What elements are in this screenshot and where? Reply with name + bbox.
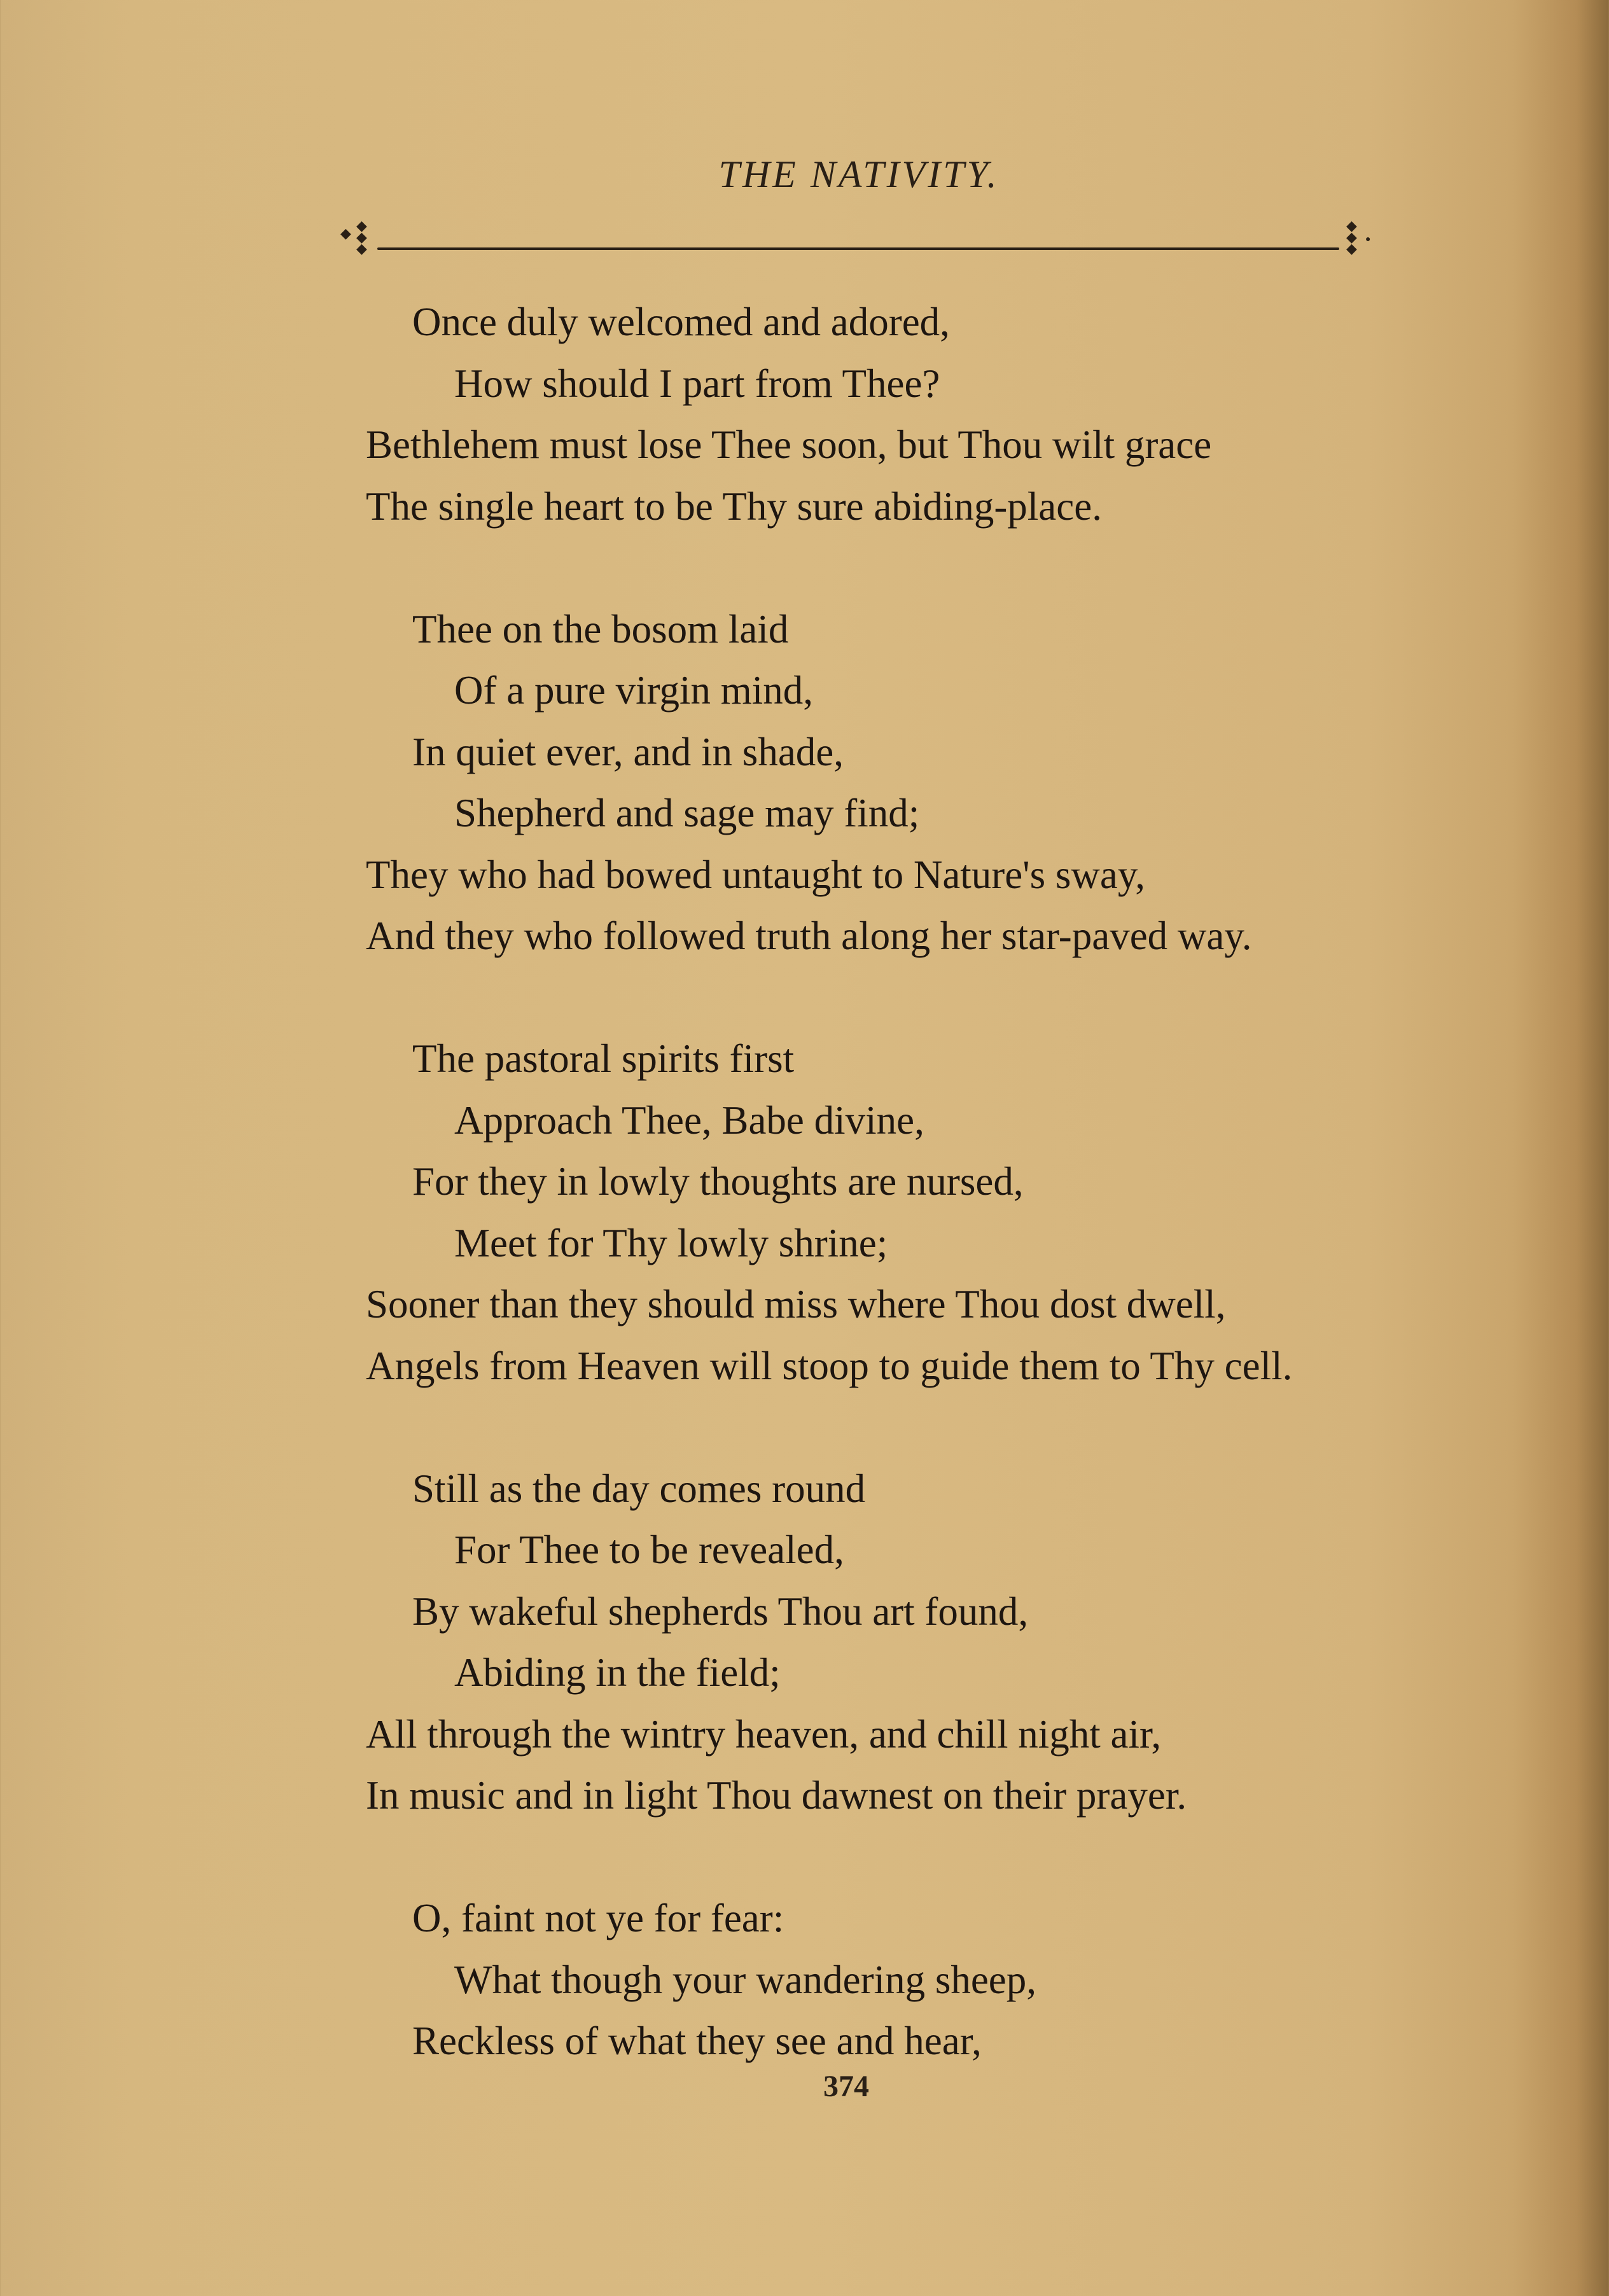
ornament-left: ◆ (340, 225, 351, 241)
verse-line: And they who followed truth along her star-paved way. (366, 914, 1252, 958)
verse-line: Abiding in the field; (454, 1650, 781, 1695)
verse-line: The pastoral spirits first (412, 1036, 795, 1081)
verse-line: O, faint not ye for fear: (412, 1896, 784, 1940)
verse-line: They who had bowed untaught to Nature's sway, (366, 852, 1145, 897)
verse-line: Once duly welcomed and adored, (412, 300, 950, 344)
stanza (0, 1888, 1609, 2072)
verse-line: For Thee to be revealed, (454, 1527, 844, 1572)
verse-line: Still as the day comes round (412, 1466, 866, 1511)
verse-line: All through the wintry heaven, and chill night air, (366, 1711, 1162, 1757)
verse-line: Reckless of what they see and hear, (412, 2019, 982, 2063)
verse-line: Of a pure virgin mind, (454, 668, 813, 713)
ornament-right: ● (1365, 235, 1371, 244)
running-header: THE NATIVITY. (718, 153, 1000, 195)
stanza (0, 599, 1609, 967)
ornament-left: ◆ ◆ ◆ (356, 218, 367, 256)
verse-line: Meet for Thy lowly shrine; (454, 1220, 888, 1265)
verse-line: For they in lowly thoughts are nursed, (412, 1159, 1024, 1204)
stanza (0, 1028, 1609, 1396)
verse-line: Bethlehem must lose Thee soon, but Thou wilt grace (366, 422, 1212, 467)
verse-line: Shepherd and sage may find; (454, 791, 920, 835)
stanza (0, 291, 1609, 537)
verse-line: In music and in light Thou dawnest on their prayer. (366, 1773, 1187, 1818)
verse-line: Approach Thee, Babe divine, (454, 1097, 924, 1143)
verse-line: How should I part from Thee? (454, 361, 940, 406)
verse-line: The single heart to be Thy sure abiding-place. (366, 484, 1102, 529)
verse-line: Thee on the bosom laid (412, 606, 789, 651)
verse-line: Sooner than they should miss where Thou dost dwell, (366, 1282, 1226, 1326)
verse-line: What though your wandering sheep, (454, 1957, 1037, 2002)
page-number: 374 (823, 2070, 869, 2103)
verse-line: By wakeful shepherds Thou art found, (412, 1589, 1029, 1634)
verse-line: In quiet ever, and in shade, (412, 729, 844, 774)
stanza (0, 1458, 1609, 1826)
ornament-right: ◆ ◆ ◆ (1346, 218, 1357, 256)
verse-line: Angels from Heaven will stoop to guide them to Thy cell. (366, 1343, 1293, 1388)
header-rule (377, 247, 1339, 250)
poem-body (0, 291, 1609, 2133)
